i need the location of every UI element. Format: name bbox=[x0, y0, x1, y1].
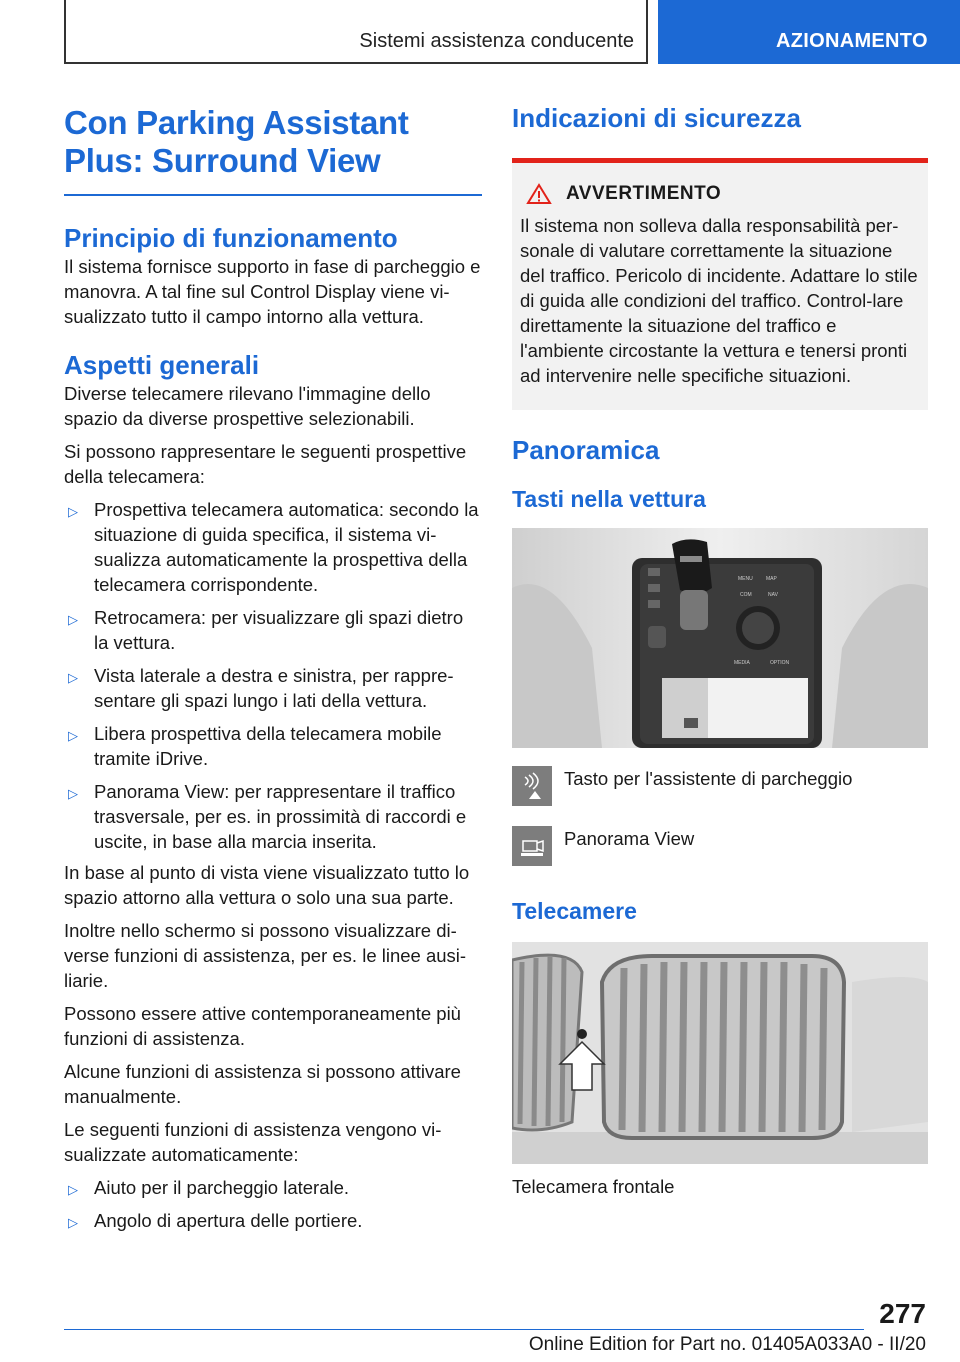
center-console-image bbox=[512, 528, 928, 748]
panorama-view-icon bbox=[512, 826, 552, 866]
bullet-triangle-icon: ▷ bbox=[68, 1215, 78, 1230]
list-item: ▷ Angolo di apertura delle portiere. bbox=[64, 1208, 482, 1233]
heading-general: Aspetti generali bbox=[64, 350, 260, 380]
parking-assistant-icon bbox=[512, 766, 552, 806]
paragraph-general-2: Si possono rappresentare le seguenti prospettive della telecamera: bbox=[64, 441, 467, 487]
list-item: ▷ Panorama View: per rappresentare il traffico trasversale, per es. in prossimità di raccordi e uscite, in base alla marcia inserita. bbox=[68, 781, 467, 852]
header-section bbox=[64, 0, 648, 64]
front-grille-illustration bbox=[512, 942, 928, 1164]
legend-parking bbox=[512, 766, 928, 806]
console-label-com: COM bbox=[740, 592, 752, 598]
caption-front-camera: Telecamera frontale bbox=[512, 1176, 675, 1197]
heading-principle: Principio di funzionamento bbox=[64, 223, 398, 253]
console-label-map: MAP bbox=[766, 576, 777, 582]
bullet-triangle-icon: ▷ bbox=[68, 786, 78, 801]
header-chapter-title: AZIONAMENTO bbox=[776, 30, 928, 52]
bullet-triangle-icon: ▷ bbox=[68, 670, 78, 685]
warning-triangle-icon bbox=[526, 183, 552, 205]
header-section-title: Sistemi assistenza conducente bbox=[359, 30, 634, 52]
legend-panorama bbox=[512, 826, 928, 866]
list-item: ▷ Aiuto per il parcheggio laterale. bbox=[64, 1175, 482, 1200]
page-title: Con Parking Assistant Plus: Surround View bbox=[64, 104, 409, 179]
paragraph-principle: Il sistema fornisce supporto in fase di parcheggio e manovra. A tal fine sul Control Display viene vi-sualizzato tutto il campo intorno alla vettura. bbox=[64, 256, 481, 327]
footer-edition: Online Edition for Part no. 01405A033A0 - II/20 bbox=[528, 1334, 926, 1355]
warning-text: Il sistema non solleva dalla responsabilità per-sonale di valutare correttamente la situazione del traffico. Pericolo di incidente. Adattare lo stile di guida alle condizioni del traffico. Control-lare direttamente la situazione del traffico e l'ambiente circostante la vettura e tenersi pronti ad intervenire nelle specifiche situazioni. bbox=[520, 215, 918, 386]
paragraph-after-2: Inoltre nello schermo si possono visualizzare di-verse funzioni di assistenza, per es. le linee ausi-liarie. bbox=[64, 920, 467, 991]
legend-parking-label: Tasto per l'assistente di parcheggio bbox=[564, 768, 853, 789]
list-item: ▷ Retrocamera: per visualizzare gli spazi dietro la vettura. bbox=[68, 607, 464, 653]
warning-title: AVVERTIMENTO bbox=[566, 183, 722, 204]
warning-header bbox=[520, 183, 920, 205]
auto-functions-list bbox=[64, 1175, 482, 1233]
heading-safety: Indicazioni di sicurezza bbox=[512, 103, 801, 133]
heading-cameras: Telecamere bbox=[512, 898, 637, 924]
header-chapter bbox=[658, 0, 960, 64]
left-column bbox=[64, 104, 482, 1233]
heading-overview: Panoramica bbox=[512, 435, 660, 465]
list-item: ▷ Libera prospettiva della telecamera mobile tramite iDrive. bbox=[68, 723, 442, 769]
footer-divider bbox=[64, 1329, 864, 1330]
page-number: 277 bbox=[879, 1298, 926, 1329]
paragraph-after-5: Le seguenti funzioni di assistenza vengono vi-sualizzate automaticamente: bbox=[64, 1119, 442, 1165]
console-label-option: OPTION bbox=[770, 660, 790, 666]
paragraph-after-1: In base al punto di vista viene visualizzato tutto lo spazio attorno alla vettura o solo una sua parte. bbox=[64, 862, 470, 908]
legend-panorama-label: Panorama View bbox=[564, 828, 695, 849]
perspectives-list bbox=[64, 497, 482, 854]
right-column bbox=[512, 100, 928, 1199]
console-label-menu: MENU bbox=[738, 576, 753, 582]
bullet-triangle-icon: ▷ bbox=[68, 504, 78, 519]
front-camera-image bbox=[512, 942, 928, 1164]
center-console-illustration bbox=[512, 528, 928, 748]
heading-buttons: Tasti nella vettura bbox=[512, 486, 706, 512]
warning-box bbox=[512, 158, 928, 410]
paragraph-after-4: Alcune funzioni di assistenza si possono attivare manualmente. bbox=[64, 1061, 461, 1107]
list-item: ▷ Vista laterale a destra e sinistra, per rappre-sentare gli spazi lungo i lati della vettura. bbox=[68, 665, 454, 711]
title-divider bbox=[64, 194, 482, 196]
list-item: ▷ Prospettiva telecamera automatica: secondo la situazione di guida specifica, il sistema vi-sualizza automaticamente la prospettiva della telecamera corrispondente. bbox=[68, 499, 479, 595]
console-label-media: MEDIA bbox=[734, 660, 750, 666]
paragraph-general-1: Diverse telecamere rilevano l'immagine dello spazio da diverse prospettive selezionabili. bbox=[64, 383, 431, 429]
bullet-triangle-icon: ▷ bbox=[68, 728, 78, 743]
bullet-triangle-icon: ▷ bbox=[68, 612, 78, 627]
bullet-triangle-icon: ▷ bbox=[68, 1182, 78, 1197]
paragraph-after-3: Possono essere attive contemporaneamente più funzioni di assistenza. bbox=[64, 1003, 461, 1049]
console-label-nav: NAV bbox=[768, 592, 778, 598]
